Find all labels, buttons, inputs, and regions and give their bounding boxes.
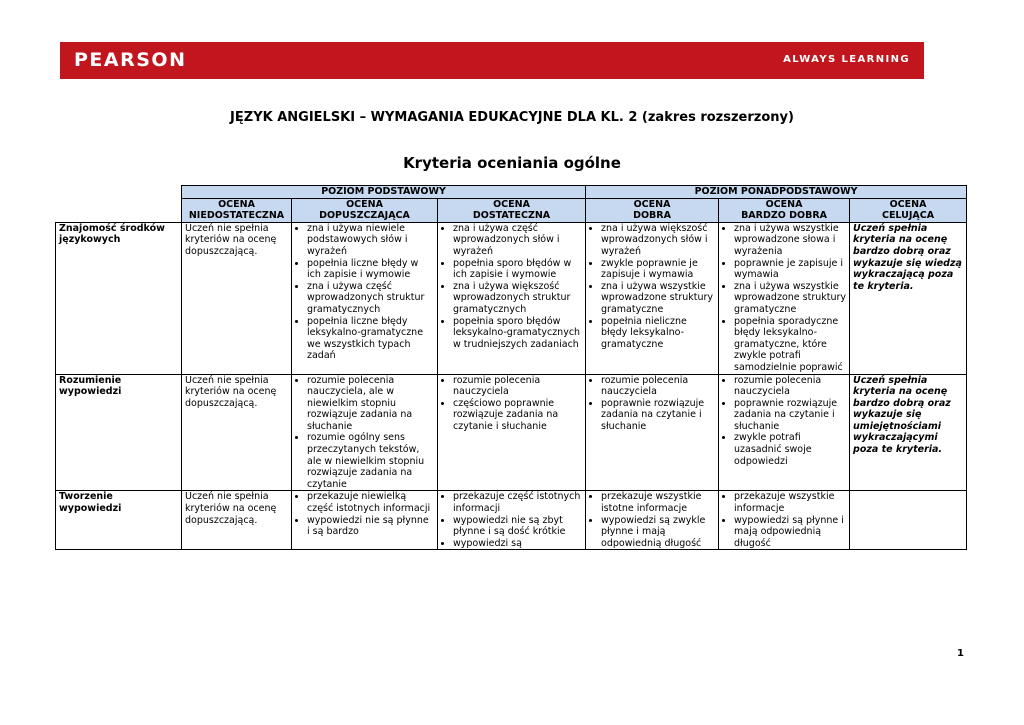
- col-header-dopuszczajaca: OCENA DOPUSZCZAJĄCA: [292, 198, 438, 222]
- list-item: • zwykle poprawnie je zapisuje i wymawia: [601, 258, 715, 281]
- criterion-cell: Znajomość środków językowych: [56, 222, 182, 374]
- list-item: • wypowiedzi nie są płynne i są bardzo: [307, 515, 434, 538]
- list-item: • zna i używa wszystkie wprowadzone słowa i wyrażenia: [734, 223, 846, 258]
- group-header-extended: POZIOM PONADPODSTAWOWY: [586, 186, 967, 199]
- list-item: • rozumie polecenia nauczyciela: [734, 375, 846, 398]
- col-header-dostateczna: OCENA DOSTATECZNA: [438, 198, 586, 222]
- pearson-logo: PEARSON: [74, 49, 187, 71]
- grade-cell-niedostateczna: Uczeń nie spełnia kryteriów na ocenę dopuszczającą.: [182, 491, 292, 550]
- grade-cell-celujaca: [850, 491, 967, 550]
- list-item: • przekazuje część istotnych informacji: [453, 491, 582, 514]
- criterion-cell: Tworzenie wypowiedzi: [56, 491, 182, 550]
- list-item: • rozumie polecenia nauczyciela: [601, 375, 715, 398]
- list-item: • zna i używa wszystkie wprowadzone struktury gramatyczne: [734, 281, 846, 316]
- grade-cell-dopuszczajaca: [292, 222, 438, 374]
- list-item: • popełnia sporadyczne błędy leksykalno-gramatyczne, które zwykle potrafi samodzielnie poprawić: [734, 316, 846, 374]
- list-item: • zwykle potrafi uzasadnić swoje odpowiedzi: [734, 432, 846, 467]
- list-item: • poprawnie rozwiązuje zadania na czytanie i słuchanie: [601, 398, 715, 433]
- list-item: • przekazuje niewielką część istotnych informacji: [307, 491, 434, 514]
- grade-cell-dostateczna: [438, 491, 586, 550]
- list-item: • zna i używa większość wprowadzonych struktur gramatycznych: [453, 281, 582, 316]
- list-item: • popełnia liczne błędy w ich zapisie i wymowie: [307, 258, 434, 281]
- list-item: • wypowiedzi nie są zbyt płynne i są dość krótkie: [453, 515, 582, 538]
- col-header-bardzo-dobra: OCENA BARDZO DOBRA: [719, 198, 850, 222]
- corner-cell: [56, 186, 182, 199]
- pearson-banner: [60, 42, 924, 79]
- list-item: • wypowiedzi są zwykle płynne i mają odpowiednią długość: [601, 515, 715, 550]
- list-item: • poprawnie rozwiązuje zadania na czytanie i słuchanie: [734, 398, 846, 433]
- table-row: [56, 222, 967, 374]
- list-item: • popełnia sporo błędów leksykalno-gramatycznych w trudniejszych zadaniach: [453, 316, 582, 351]
- list-item: • zna i używa niewiele podstawowych słów i wyrażeń: [307, 223, 434, 258]
- grade-cell-niedostateczna: Uczeń nie spełnia kryteriów na ocenę dopuszczającą.: [182, 374, 292, 491]
- grade-cell-celujaca: Uczeń spełnia kryteria na ocenę bardzo dobrą oraz wykazuje się umiejętnościami wykraczającymi poza te kryteria.: [850, 374, 967, 491]
- grade-cell-dopuszczajaca: [292, 491, 438, 550]
- grade-cell-dobra: [586, 374, 719, 491]
- document-subtitle: Kryteria oceniania ogólne: [403, 154, 621, 172]
- grade-cell-dobra: [586, 222, 719, 374]
- list-item: • popełnia nieliczne błędy leksykalno-gramatyczne: [601, 316, 715, 351]
- list-item: • poprawnie je zapisuje i wymawia: [734, 258, 846, 281]
- list-item: • częściowo poprawnie rozwiązuje zadania na czytanie i słuchanie: [453, 398, 582, 433]
- page-number: 1: [957, 648, 964, 659]
- grade-cell-bardzo-dobra: [719, 374, 850, 491]
- col-header-dobra: OCENA DOBRA: [586, 198, 719, 222]
- document-title: JĘZYK ANGIELSKI – WYMAGANIA EDUKACYJNE DLA KL. 2 (zakres rozszerzony): [230, 110, 794, 125]
- list-item: • przekazuje wszystkie informacje: [734, 491, 846, 514]
- corner-cell-2: [56, 198, 182, 222]
- grade-cell-bardzo-dobra: [719, 491, 850, 550]
- grade-cell-celujaca: Uczeń spełnia kryteria na ocenę bardzo dobrą oraz wykazuje się wiedzą wykraczającą poza te kryteria.: [850, 222, 967, 374]
- table-row: [56, 491, 967, 550]
- list-item: • zna i używa część wprowadzonych słów i wyrażeń: [453, 223, 582, 258]
- list-item: • przekazuje wszystkie istotne informacje: [601, 491, 715, 514]
- list-item: • rozumie polecenia nauczyciela, ale w niewielkim stopniu rozwiązuje zadania na słuchanie: [307, 375, 434, 433]
- list-item: • rozumie ogólny sens przeczytanych tekstów, ale w niewielkim stopniu rozwiązuje zadania na czytanie: [307, 432, 434, 490]
- list-item: • zna i używa część wprowadzonych struktur gramatycznych: [307, 281, 434, 316]
- grade-cell-bardzo-dobra: [719, 222, 850, 374]
- table-row: [56, 374, 967, 491]
- list-item: • rozumie polecenia nauczyciela: [453, 375, 582, 398]
- banner-tagline: ALWAYS LEARNING: [783, 54, 910, 65]
- list-item: • popełnia liczne błędy leksykalno-gramatyczne we wszystkich typach zadań: [307, 316, 434, 362]
- grade-cell-niedostateczna: Uczeń nie spełnia kryteriów na ocenę dopuszczającą.: [182, 222, 292, 374]
- list-item: • wypowiedzi są płynne i mają odpowiednią długość: [734, 515, 846, 550]
- grade-cell-dopuszczajaca: [292, 374, 438, 491]
- criterion-cell: Rozumienie wypowiedzi: [56, 374, 182, 491]
- criteria-table: [55, 185, 967, 550]
- list-item: • zna i używa wszystkie wprowadzone struktury gramatyczne: [601, 281, 715, 316]
- grade-cell-dostateczna: [438, 374, 586, 491]
- col-header-niedostateczna: OCENA NIEDOSTATECZNA: [182, 198, 292, 222]
- col-header-celujaca: OCENA CELUJĄCA: [850, 198, 967, 222]
- grade-cell-dostateczna: [438, 222, 586, 374]
- list-item: • popełnia sporo błędów w ich zapisie i wymowie: [453, 258, 582, 281]
- list-item: • wypowiedzi są: [453, 538, 582, 550]
- grade-cell-dobra: [586, 491, 719, 550]
- list-item: • zna i używa większość wprowadzonych słów i wyrażeń: [601, 223, 715, 258]
- group-header-basic: POZIOM PODSTAWOWY: [182, 186, 586, 199]
